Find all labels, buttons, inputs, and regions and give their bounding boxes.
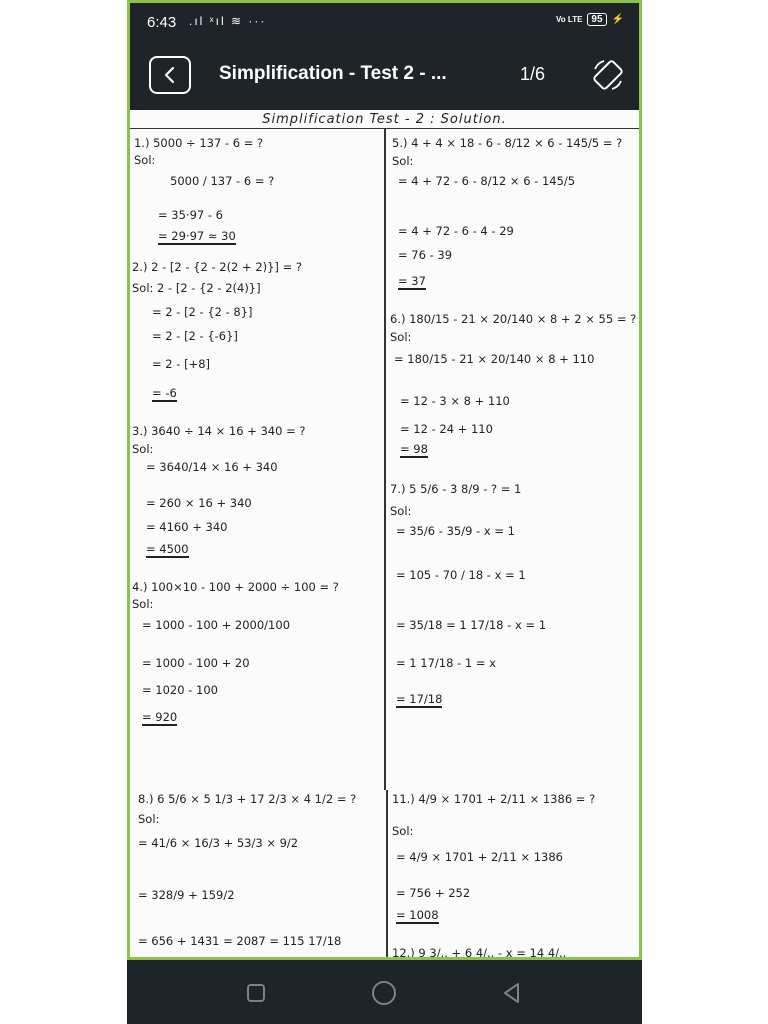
solution-line: = 1000 - 100 + 20 [142,656,250,670]
problem-line: 7.) 5 5/6 - 3 8/9 - ? = 1 [390,482,522,496]
battery-icon: 95 [587,13,606,26]
solution-answer: = 1008 [396,908,439,922]
solution-line: = 3640/14 × 16 + 340 [146,460,278,474]
status-bar [127,0,642,40]
system-navigation-bar [127,960,642,1024]
status-time: 6:43 [147,14,177,31]
volte-icon: Vo LTE [556,14,583,24]
solution-line: = 35/18 = 1 17/18 - x = 1 [396,618,547,632]
solution-line: = 2 - [2 - {-6}] [152,329,238,343]
page-indicator: 1/6 [520,64,546,84]
home-circle-icon[interactable] [369,978,399,1008]
solution-line: = 656 + 1431 = 2087 = 115 17/18 [138,934,342,948]
status-right-group [556,13,624,26]
charging-icon: ⚡ [611,14,624,25]
solution-line: = 1020 - 100 [142,683,218,697]
problem-line: 5.) 4 + 4 × 18 - 6 - 8/12 × 6 - 145/5 = ? [392,136,623,150]
document-heading: Simplification Test - 2 : Solution. [262,112,507,127]
problem-line: 1.) 5000 ÷ 137 - 6 = ? [134,136,264,150]
solution-line: = 4160 + 340 [146,520,228,534]
solution-label: Sol: [392,154,414,168]
solution-line: = 41/6 × 16/3 + 53/3 × 9/2 [138,836,299,850]
solution-label: Sol: [390,330,412,344]
solution-line: = 35·97 - 6 [158,208,223,222]
solution-answer: = -6 [152,386,177,400]
signal-wifi-icons: .ıl ˣıl ≋ ··· [189,14,267,28]
solution-line: Sol: 2 - [2 - {2 - 2(4)}] [132,281,261,295]
screen-rotation-icon[interactable] [589,56,627,94]
solution-line: = 4/9 × 1701 + 2/11 × 1386 [396,850,563,864]
solution-line: = 180/15 - 21 × 20/140 × 8 + 110 [394,352,595,366]
problem-line: 8.) 6 5/6 × 5 1/3 + 17 2/3 × 4 1/2 = ? [138,792,357,806]
solution-line: = 2 - [+8] [152,357,210,371]
solution-line: = 4 + 72 - 6 - 4 - 29 [398,224,514,238]
solution-line: = 76 - 39 [398,248,453,262]
solution-answer: = 98 [400,442,428,456]
solution-label: Sol: [132,597,154,611]
column-divider-bottom [386,790,388,958]
document-page[interactable] [130,110,639,958]
back-triangle-icon[interactable] [497,978,527,1008]
recents-square-icon[interactable] [241,978,271,1008]
solution-answer: = 4500 [146,542,189,556]
solution-line: 5000 / 137 - 6 = ? [170,174,275,188]
solution-line: = 756 + 252 [396,886,471,900]
problem-line: 12.) 9 3/.. + 6 4/.. - x = 14 4/.. [392,946,567,958]
back-button[interactable] [149,56,191,94]
chevron-left-icon [163,66,177,84]
solution-label: Sol: [390,504,412,518]
problem-line: 2.) 2 - [2 - {2 - 2(2 + 2)}] = ? [132,260,302,274]
solution-line: = 2 - [2 - {2 - 8}] [152,305,253,319]
solution-label: Sol: [134,153,156,167]
solution-answer: = 17/18 [396,692,443,706]
solution-line: = 328/9 + 159/2 [138,888,235,902]
solution-line: = 35/6 - 35/9 - x = 1 [396,524,515,538]
phone-screen [127,0,642,1024]
solution-label: Sol: [138,812,160,826]
solution-line: = 105 - 70 / 18 - x = 1 [396,568,526,582]
problem-line: 3.) 3640 ÷ 14 × 16 + 340 = ? [132,424,306,438]
problem-line: 4.) 100×10 - 100 + 2000 ÷ 100 = ? [132,580,339,594]
solution-line: = 1000 - 100 + 2000/100 [142,618,291,632]
solution-label: Sol: [132,442,154,456]
solution-answer: = 37 [398,274,426,288]
app-bar [127,40,642,110]
solution-answer: = 920 [142,710,178,724]
solution-line: = 12 - 24 + 110 [400,422,493,436]
solution-line: = 4 + 72 - 6 - 8/12 × 6 - 145/5 [398,174,576,188]
solution-line: = 12 - 3 × 8 + 110 [400,394,510,408]
document-title: Simplification - Test 2 - ... [219,63,447,84]
solution-answer: = 29·97 ≈ 30 [158,229,236,243]
column-divider-top [384,128,386,790]
problem-line: 6.) 180/15 - 21 × 20/140 × 8 + 2 × 55 = ? [390,312,637,326]
problem-line: 11.) 4/9 × 1701 + 2/11 × 1386 = ? [392,792,596,806]
solution-line: = 1 17/18 - 1 = x [396,656,496,670]
solution-line: = 260 × 16 + 340 [146,496,252,510]
solution-label: Sol: [392,824,414,838]
